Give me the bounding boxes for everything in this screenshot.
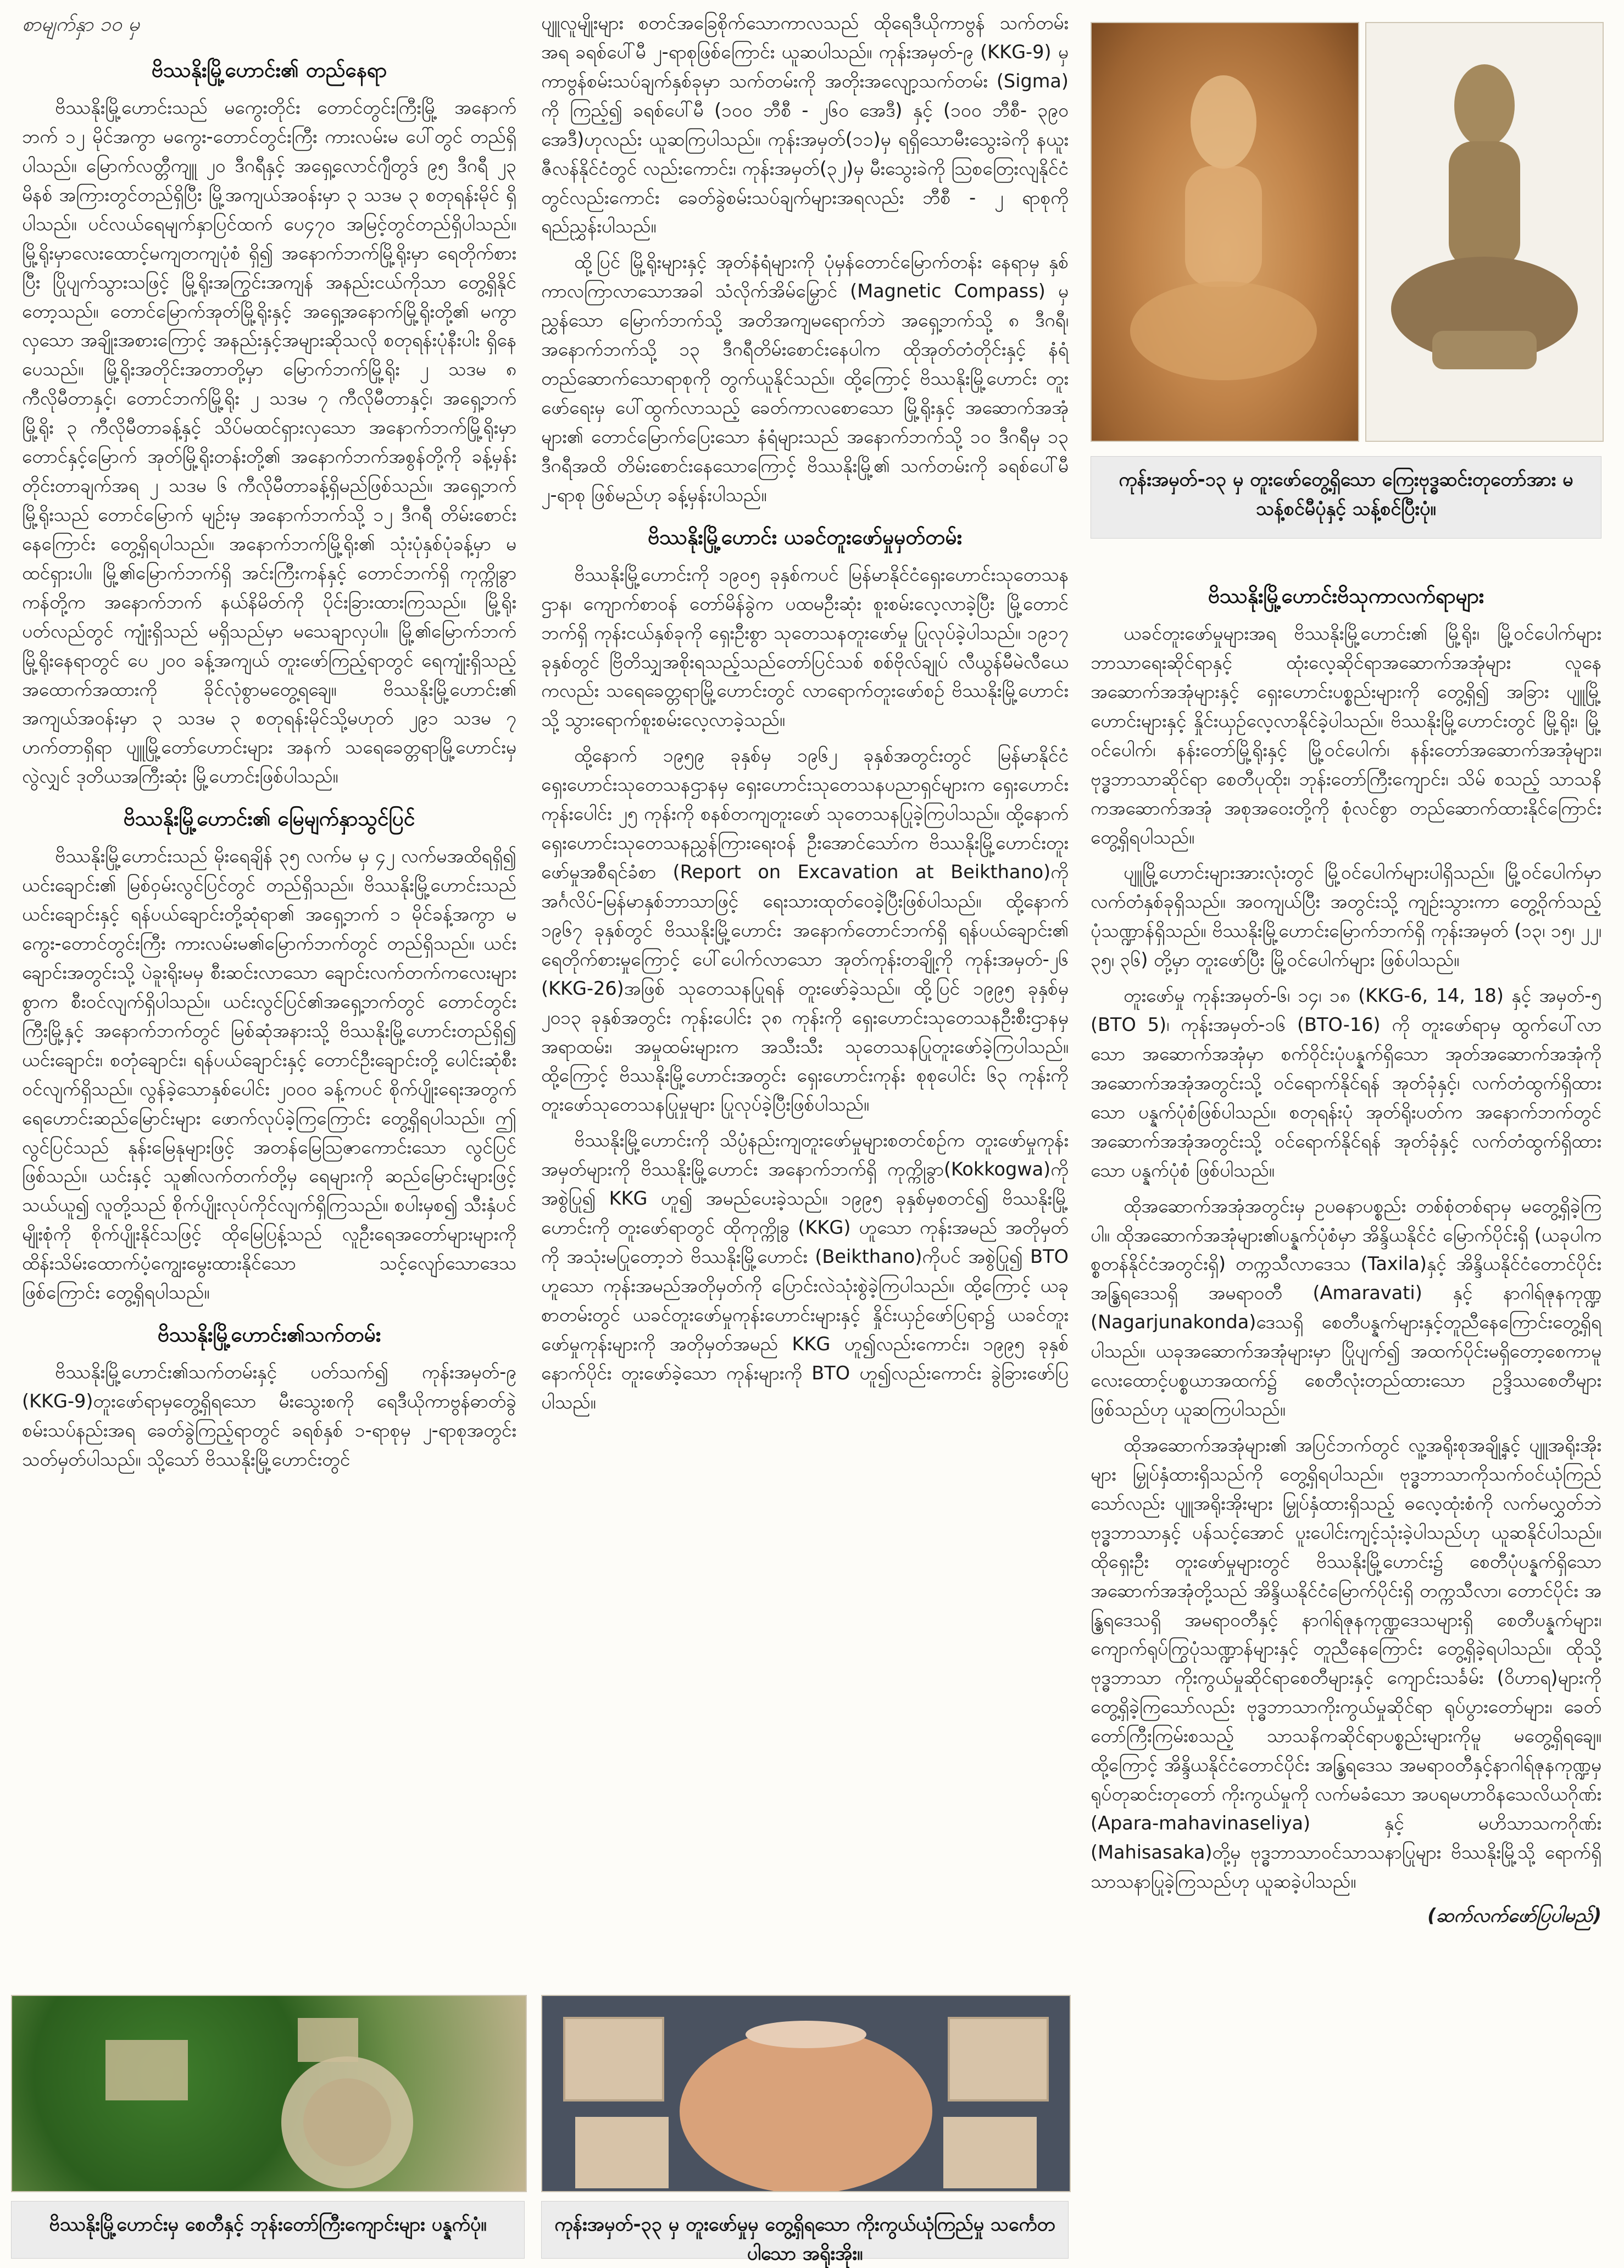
paragraph-age: ဗိဿနိုးမြို့ဟောင်း၏သက်တမ်းနှင့် ပတ်သက်၍ ကုန်းအမှတ်-၉ (KKG-9)တူးဖော်ရာမှတွေ့ရှိရသော မီးသွေးစကို ရေဒီယိုကာဗွန်ဓာတ်ခွဲ စမ်းသပ်နည်းအရ ခေတ်ခွဲကြည့်ရာတွင် ခရစ်နှစ် ၁-ရာစုမှ ၂-ရာစုအတွင်း သတ်မှတ်ပါသည်။ သို့သော် ဗိဿနိုးမြို့ဟောင်းတွင် xyxy=(22,1361,516,1470)
paragraph-architecture-2: ပျူမြို့ဟောင်းများအားလုံးတွင် မြို့ဝင်ပေါက်များပါရှိသည်။ မြို့ဝင်ပေါက်မှာ လက်တံနှစ်ခုရှိသည်။ အဝကျယ်ပြီး အတွင်းသို့ ကျဉ်းသွားကာ တွေ့ဝိုက်သည့်ပုံသဏ္ဍာန်ရှိသည်။ ဗိဿနိုးမြို့ဟောင်းမြောက်ဘက်ရှိ ကုန်းအမှတ် (၁၃၊ ၁၅၊ ၂၂၊ ၃၅၊ ၃၆) တို့မှာ တူးဖော်ပြီး မြို့ဝင်ပေါက်များ ဖြစ်ပါသည်။ xyxy=(1091,862,1601,971)
statue-silhouette-icon xyxy=(1092,23,1358,441)
bronze-buddha-icon xyxy=(1366,23,1603,441)
stupa-aerial-photo xyxy=(11,1995,527,2192)
paragraph-compass: ထို့ပြင် မြို့ရိုးများနှင့် အုတ်နံရံများကို ပုံမှန်တောင်မြောက်တန်း နေရာမှ နှစ်ကာလကြာလာသောအခါ သံလိုက်အိမ်မြှောင် (Magnetic Compass) မှညွှန်သော မြောက်ဘက်သို့ အတိအကျမရောက်ဘဲ အရှေ့ဘက်သို့ ၈ ဒီဂရီ၊ အနောက်ဘက်သို့ ၁၃ ဒီဂရီတိမ်းစောင်းနေပါက ထိုအုတ်တံတိုင်းနှင့် နံရံတည်ဆောက်သောရာစုကို တွက်ယူနိုင်သည်။ ထို့ကြောင့် ဗိဿနိုးမြို့ဟောင်း တူးဖော်ရေးမှ ပေါ်ထွက်လာသည့် ခေတ်ကာလစောသော မြို့ရိုးနှင့် အဆောက်အအုံများ၏ တောင်မြောက်ပြေးသော နံရံများသည် အနောက်ဘက်သို့ ၁၀ ဒီဂရီမှ ၁၃ ဒီဂရီအထိ တိမ်းစောင်းနေသောကြောင့် ဗိဿနိုးမြို့၏ သက်တမ်းကို ခရစ်ပေါ်မီ ၂-ရာစု ဖြစ်မည်ဟု ခန့်မှန်းပါသည်။ xyxy=(541,251,1069,506)
paragraph-architecture-5: ထိုအဆောက်အအုံများ၏ အပြင်ဘက်တွင် လူ့အရိုးစုအချို့နှင့် ပျူအရိုးအိုးများ မြှုပ်နှံထားရှိသည်ကို တွေ့ရှိရပါသည်။ ဗုဒ္ဓဘာသာကိုသက်ဝင်ယုံကြည်သော်လည်း ပျူအရိုးအိုးများ မြှုပ်နှံထားရှိသည့် ဓလေ့ထုံးစံကို လက်မလွှတ်ဘဲ ဗုဒ္ဓဘာသာနှင့် ပန်သင့်အောင် ပူးပေါင်းကျင့်သုံးခဲ့ပါသည်ဟု ယူဆနိုင်ပါသည်။ ထိုရှေးဦး တူးဖော်မှုများတွင် ဗိဿနိုးမြို့ဟောင်း၌ စေတီပုံပန္နက်ရှိသော အဆောက်အအုံတို့သည် အိန္ဒိယနိုင်ငံမြောက်ပိုင်းရှိ တက္ကသီလာ၊ တောင်ပိုင်း အန္ဓြရဒေသရှိ အမရာဝတီနှင့် နာဂါရ်ဇုနကုဏ္ဍဒေသများရှိ စေတီပန္နက်များ၊ ကျောက်ရုပ်ကြွပုံသဏ္ဍာန်များနှင့် တူညီနေကြောင်း တွေ့ရှိခဲ့ရပါသည်။ ထိုသို့ ဗုဒ္ဓဘာသာ ကိုးကွယ်မှုဆိုင်ရာစေတီများနှင့် ကျောင်းသင်္ခမ်း (ဝိဟာရ)များကိုတွေ့ရှိခဲ့ကြသော်လည်း ဗုဒ္ဓဘာသာကိုးကွယ်မှုဆိုင်ရာ ရုပ်ပွားတော်များ၊ ခေတ်တော်ကြီးကြမ်းစသည့် သာသနိကဆိုင်ရာပစ္စည်းများကိုမူ မတွေ့ရှိရချေ။ ထို့ကြောင့် အိန္ဒိယနိုင်ငံတောင်ပိုင်း အန္ဓြရဒေသ အမရာဝတီနှင့်နာဂါရ်ဇုနကုဏ္ဍမှ ရုပ်တုဆင်းတုတော် ကိုးကွယ်မှုကို လက်မခံသော အပရမဟာဝိနသေလိယဂိုဏ်း (Apara-mahavinaseliya) နှင့် မဟိသာသကဂိုဏ်း (Mahisasaka)တို့မှ ဗုဒ္ဓဘာသာဝင်သာသနာပြုများ ဗိဿနိုးမြို့သို့ ရောက်ရှိ သာသနာပြုခဲ့ကြသည်ဟု ယူဆခဲ့ပါသည်။ xyxy=(1091,1434,1601,1892)
stupa-ruins-icon xyxy=(12,1996,526,2191)
burial-urn-photo xyxy=(541,1995,1071,2192)
heading-architecture: ဗိဿနိုးမြို့ဟောင်းဗိသုကာလက်ရာများ xyxy=(1208,584,1484,608)
paragraph-location: ဗိဿနိုးမြို့ဟောင်းသည် မကွေးတိုင်း တောင်တွင်းကြီးမြို့ အနောက်ဘက် ၁၂ မိုင်အကွာ မကွေး-တောင်တွင်းကြီး ကားလမ်းမ ပေါ်တွင် တည်ရှိပါသည်။ မြောက်လတ္တီကျူ ၂၀ ဒီဂရီနှင့် အရှေ့လောင်ဂျီတွဒ် ၉၅ ဒီဂရီ ၂၃ မိနစ် အကြားတွင်တည်ရှိပြီး မြို့အကျယ်အဝန်းမှာ ၃ သဒမ ၃ စတုရန်းမိုင် ရှိပါသည်။ ပင်လယ်ရေမျက်နှာပြင်ထက် ပေ၄၇၀ အမြင့်တွင်တည်ရှိပါသည်။ မြို့ရိုးမှာလေးထောင့်မကျတကျပုံစံ ရှိ၍ အနောက်ဘက်မြို့ရိုးမှာ ရေတိုက်စားပြီး ပြိုပျက်သွားသဖြင့် မြို့ရိုးအကြွင်းအကျန် အနည်းငယ်ကိုသာ တွေ့ရှိနိုင်တော့သည်။ တောင်မြောက်အုတ်မြို့ရိုးနှင့် အရှေ့အနောက်မြို့ရိုးတို့၏ မကွာလှသော အချိုးအစားကြောင့် အနည်းနှင့်အများဆိုသလို စတုရန်းပုံနီးပါး ရှိနေပေသည်။ မြို့ရိုးအတိုင်းအတာတို့မှာ မြောက်ဘက်မြို့ရိုး ၂ သဒမ ၈ ကီလိုမီတာနှင့်၊ တောင်ဘက်မြို့ရိုး ၂ သဒမ ၇ ကီလိုမီတာနှင့်၊ အရှေ့ဘက်မြို့ရိုး ၃ ကီလိုမီတာခန့်နှင့် သိပ်မထင်ရှားလှသော အနောက်ဘက်မြို့ရိုးမှာ တောင်နှင့်မြောက် အုတ်မြို့ရိုးတန်းတို့၏ အနောက်ဘက်အစွန်တို့ကို ခန့်မှန်းတိုင်းတာချက်အရ ၂ သဒမ ၆ ကီလိုမီတာခန့်ရှိမည်ဖြစ်သည်။ အရှေ့ဘက်မြို့ရိုးသည် တောင်မြောက် မျဉ်းမှ အနောက်ဘက်သို့ ၁၂ ဒီဂရီ တိမ်းစောင်းနေကြောင်း တွေ့ရှိရပါသည်။ အနောက်ဘက်မြို့ရိုး၏ သုံးပုံနှစ်ပုံခန့်မှာ မထင်ရှားပါ။ မြို့၏မြောက်ဘက်ရှိ အင်းကြီးကန်နှင့် တောင်ဘက်ရှိ ကုက္ကိုခွာကန်တို့က အနောက်ဘက် နယ်နိမိတ်ကို ပိုင်းခြားထားကြသည်။ မြို့ရိုးပတ်လည်တွင် ကျုံးရှိသည် မရှိသည်မှာ မသေချာလှပါ။ မြို့၏မြောက်ဘက် မြို့ရိုးနေရာတွင် ပေ ၂၀၀ ခန့်အကျယ် တူးဖော်ကြည့်ရာတွင် ရေကျုံးရှိသည့်အထောက်အထားကို ခိုင်လုံစွာမတွေ့ရချေ။ ဗိဿနိုးမြို့ဟောင်း၏ အကျယ်အဝန်းမှာ ၃ သဒမ ၃ စတုရန်းမိုင်သို့မဟုတ် ၂၉၁ သဒမ ၇ ဟက်တာရှိရာ ပျူမြို့တော်ဟောင်းများ အနက် သရေခေတ္တရာမြို့ဟောင်းမှလွဲလျှင် ဒုတိယအကြီးဆုံး မြို့ဟောင်းဖြစ်ပါသည်။ xyxy=(22,97,516,788)
column-1 xyxy=(22,0,516,1481)
paragraph-excavation-2: ထို့နောက် ၁၉၅၉ ခုနှစ်မှ ၁၉၆၂ ခုနှစ်အတွင်းတွင် မြန်မာနိုင်ငံရှေးဟောင်းသုတေသနဌာနမှ ရှေးဟောင်းသုတေသနပညာရှင်များက ရှေးဟောင်းကုန်းပေါင်း ၂၅ ကုန်းကို စနစ်တကျတူးဖော် သုတေသနပြုခဲ့ကြပါသည်။ ထို့နောက် ရှေးဟောင်းသုတေသနညွှန်ကြားရေးဝန် ဦးအောင်သော်က ဗိဿနိုးမြို့ဟောင်းတူးဖော်မှုအစီရင်ခံစာ (Report on Excavation at Beikthano)ကို အင်္ဂလိပ်-မြန်မာနှစ်ဘာသာဖြင့် ရေးသားထုတ်ဝေခဲ့ပြီးဖြစ်ပါသည်။ ထို့နောက် ၁၉၆၇ ခုနှစ်တွင် ဗိဿနိုးမြို့ဟောင်း အနောက်တောင်ဘက်ရှိ ရန်ပယ်ချောင်း၏ ရေတိုက်စားမှုကြောင့် ပေါ်ပေါက်လာသော အုတ်ကုန်းတချို့ကို ကုန်းအမှတ်-၂၆ (KKG-26)အဖြစ် သုတေသနပြုရန် တူးဖော်ခဲ့သည်။ ထို့ပြင် ၁၉၉၅ ခုနှစ်မှ ၂၀၁၃ ခုနှစ်အတွင်း ကုန်းပေါင်း ၃၈ ကုန်းကို ရှေးဟောင်းသုတေသနဦးစီးဌာနမှ အရာထမ်း၊ အမှုထမ်းများက အသီးသီး သုတေသနပြုတူးဖော်ခဲ့ကြပါသည်။ ထို့ကြောင့် ဗိဿနိုးမြို့ဟောင်းအတွင်း ရှေးဟောင်းကုန်း စုစုပေါင်း ၆၃ ကုန်းကို တူးဖော်သုတေသနပြုမှုများ ပြုလုပ်ခဲ့ပြီးဖြစ်ပါသည်။ xyxy=(541,745,1069,1116)
heading-location: ဗိဿနိုးမြို့ဟောင်း၏ တည်နေရာ xyxy=(151,58,387,82)
heading-landscape: ဗိဿနိုးမြို့ဟောင်း၏ မြေမျက်နှာသွင်ပြင် xyxy=(123,807,415,831)
paragraph-architecture-1: ယခင်တူးဖော်မှုများအရ ဗိဿနိုးမြို့ဟောင်း၏ မြို့ရိုး၊ မြို့ဝင်ပေါက်များ ဘာသာရေးဆိုင်ရာနှင့် ထုံးလေ့ဆိုင်ရာအဆောက်အအုံများ လူနေအဆောက်အအုံများနှင့် ရှေးဟောင်းပစ္စည်းများကို တွေ့ရှိ၍ အခြား ပျူမြို့ဟောင်းများနှင့် နှိုင်းယှဉ်လေ့လာနိုင်ခဲ့ပါသည်။ ဗိဿနိုးမြို့ဟောင်းတွင် မြို့ရိုး၊ မြို့ဝင်ပေါက်၊ နန်းတော်မြို့ရိုးနှင့် မြို့ဝင်ပေါက်၊ နန်းတော်အဆောက်အအုံများ၊ ဗုဒ္ဓဘာသာဆိုင်ရာ စေတီပုထိုး၊ ဘုန်းတော်ကြီးကျောင်း၊ သိမ် စသည့် သာသနိကအဆောက်အအုံ အစုအဝေးတို့ကို စုံလင်စွာ တည်ဆောက်ထားနိုင်ကြောင်း တွေ့ရှိရပါသည်။ xyxy=(1091,623,1601,848)
paragraph-excavation-1: ဗိဿနိုးမြို့ဟောင်းကို ၁၉၀၅ ခုနှစ်ကပင် မြန်မာနိုင်ငံရှေးဟောင်းသုတေသနဌာန၊ ကျောက်စာဝန် တော်မိန်ခွဲက ပထမဦးဆုံး စူးစမ်းလေ့လာခဲ့ပြီး မြို့တောင်ဘက်ရှိ ကုန်းငယ်နှစ်ခုကို ရှေးဦးစွာ သုတေသနတူးဖော်မှု ပြုလုပ်ခဲ့ပါသည်။ ၁၉၁၇ ခုနှစ်တွင် ဗြိတိသျှအစိုးရသည့်သည်တော်ပြင်သစ် စစ်ဗိုလ်ချုပ် လီယွန်မီမဲလီယေကလည်း သရေခေတ္တရာမြို့ဟောင်းတွင် လာရောက်တူးဖော်စဉ် ဗိဿနိုးမြို့ဟောင်းသို့ သွားရောက်စူးစမ်းလေ့လာခဲ့သည်။ xyxy=(541,563,1069,731)
column-2 xyxy=(541,0,1069,1424)
continuation-label: စာမျက်နှာ ၁၀ မှ xyxy=(22,13,140,36)
paragraph-architecture-3: တူးဖော်မှု ကုန်းအမှတ်-၆၊ ၁၄၊ ၁၈ (KKG-6, 14, 18) နှင့် အမှတ်-၅ (BTO 5)၊ ကုန်းအမှတ်-၁၆ (BTO-16) ကို တူးဖော်ရာမှ ထွက်ပေါ်လာသော အဆောက်အအုံမှာ စက်ဝိုင်းပုံပန္နက်ရှိသော အုတ်အဆောက်အအုံကို အဆောက်အအုံအတွင်းသို့ ဝင်ရောက်နိုင်ရန် အုတ်ခုံနှင့်၊ လက်တံထွက်ရှိထားသော ပန္နက်ပုံစံဖြစ်ပါသည်။ စတုရန်းပုံ အုတ်ရိုးပတ်က အနောက်ဘက်တွင် အဆောက်အအုံအတွင်းသို့ ဝင်ရောက်နိုင်ရန် အုတ်ခုံနှင့် လက်တံထွက်ရှိထားသော ပန္နက်ပုံစံ ဖြစ်ပါသည်။ xyxy=(1091,985,1601,1181)
paragraph-age-continued: ပျူလူမျိုးများ စတင်အခြေစိုက်သောကာလသည် ထိုရေဒီယိုကာဗွန် သက်တမ်းအရ ခရစ်ပေါ်မီ ၂-ရာစုဖြစ်ကြောင်း ယူဆပါသည်။ ကုန်းအမှတ်-၉ (KKG-9) မှ ကာဗွန်စမ်းသပ်ချက်နှစ်ခုမှာ သက်တမ်းကို အတိုးအလျော့သက်တမ်း (Sigma) ကို ကြည့်၍ ခရစ်ပေါ်မီ (၁၀၀ ဘီစီ - ၂၆၀ အေဒီ) နှင့် (၁၀၀ ဘီစီ- ၃၉၀ အေဒီ)ဟုလည်း ယူဆကြပါသည်။ ကုန်းအမှတ်(၁၁)မှ ရရှိသောမီးသွေးခဲကို နယူးဇီလန်နိုင်ငံတွင် လည်းကောင်း၊ ကုန်းအမှတ်(၃၂)မှ မီးသွေးခဲကို ဩစတြေးလျနိုင်ငံတွင်လည်းကောင်း ခေတ်ခွဲစမ်းသပ်ချက်များအရလည်း ဘီစီ - ၂ ရာစုကို ရည်ညွှန်းပါသည်။ xyxy=(541,12,1069,237)
paragraph-architecture-4: ထိုအဆောက်အအုံအတွင်းမှ ဥပဓနာပစ္စည်း တစ်စုံတစ်ရာမှ မတွေ့ရှိခဲ့ကြပါ။ ထိုအဆောက်အအုံများ၏ပန္နက်ပုံစံမှာ အိန္ဒိယနိုင်ငံ မြောက်ပိုင်းရှိ (ယခုပါကစ္စတန်နိုင်ငံအတွင်းရှိ) တက္ကသီလာဒေသ (Taxila)နှင့် အိန္ဒိယနိုင်ငံတောင်ပိုင်း အန္ဓြရဒေသရှိ အမရာဝတီ (Amaravati) နှင့် နာဂါရ်ဇုနကုဏ္ဍ (Nagarjunakonda)ဒေသရှိ စေတီပန္နက်များနှင့်တူညီနေကြောင်းတွေ့ရှိရပါသည်။ ယခုအဆောက်အအုံများမှာ ပြိုပျက်၍ အထက်ပိုင်းမရှိတော့စေကာမူ လေးထောင့်ပစ္စယာအထက်၌ စေတီလုံးတည်ထားသော ဥဒ္ဒိဿစေတီများဖြစ်သည်ဟု ယူဆကြပါသည်။ xyxy=(1091,1195,1601,1421)
caption-buddha-photos: ကုန်းအမှတ်-၁၃ မှ တူးဖော်တွေ့ရှိသော ကြေးဗုဒ္ဓဆင်းတုတော်အား မသန့်စင်မီပုံနှင့် သန့်စင်ပြီးပုံ။ xyxy=(1091,456,1601,539)
to-be-continued-note: (ဆက်လက်ဖော်ပြပါမည်) xyxy=(1427,1904,1601,1927)
heading-excavation-history: ဗိဿနိုးမြို့ဟောင်း ယခင်တူးဖော်မှုမှတ်တမ်း xyxy=(648,525,962,549)
paragraph-landscape: ဗိဿနိုးမြို့ဟောင်းသည် မိုးရေချိန် ၃၅ လက်မ မှ ၄၂ လက်မအထိရရှိ၍ ယင်းချောင်း၏ မြစ်ဝှမ်းလွင်ပြင်တွင် တည်ရှိသည်။ ဗိဿနိုးမြို့ဟောင်းသည် ယင်းချောင်းနှင့် ရန်ပယ်ချောင်းတို့ဆုံရာ၏ အရှေ့ဘက် ၁ မိုင်ခန့်အကွာ မကွေး-တောင်တွင်းကြီး ကားလမ်းမ၏မြောက်ဘက်တွင် တည်ရှိသည်။ ယင်းချောင်းအတွင်းသို့ ပဲခူးရိုးမမှ စီးဆင်းလာသော ချောင်းလက်တက်ကလေးများစွာက စီးဝင်လျက်ရှိပါသည်။ ယင်းလွင်ပြင်၏အရှေ့ဘက်တွင် တောင်တွင်းကြီးမြို့နှင့် အနောက်ဘက်တွင် မြစ်ဆုံအနားသို့ ဗိဿနိုးမြို့ဟောင်းတည်ရှိ၍ ယင်းချောင်း၊ စတုံချောင်း၊ ရန်ပယ်ချောင်းနှင့် တောင်ဦးချောင်းတို့ ပေါင်းဆုံစီးဝင်လျက်ရှိသည်။ လွန်ခဲ့သောနှစ်ပေါင်း ၂၀၀၀ ခန့်ကပင် စိုက်ပျိုးရေးအတွက် ရေဟောင်းဆည်မြောင်းများ ဖောက်လုပ်ခဲ့ကြကြောင်း တွေ့ရှိရပါသည်။ ဤလွင်ပြင်သည် နုန်းမြေနုများဖြင့် အတန်မြေသြဇာကောင်းသော လွင်ပြင်ဖြစ်သည်။ ယင်းနှင့် သူ၏လက်တက်တို့မှ ရေများကို ဆည်မြောင်းများဖြင့်သယ်ယူ၍ လူတို့သည် စိုက်ပျိုးလုပ်ကိုင်လျက်ရှိကြသည်။ စပါးမှစ၍ သီးနှံပင်မျိုးစုံကို စိုက်ပျိုးနိုင်သဖြင့် ထိုမြေပြန့်သည် လူဦးရေအတော်များများကို ထိန်းသိမ်းထောက်ပံ့ကျွေးမွေးထားနိုင်သော သင့်လျော်သောဒေသဖြစ်ကြောင်း တွေ့ရှိရပါသည်။ xyxy=(22,845,516,1304)
heading-age: ဗိဿနိုးမြို့ဟောင်း၏သက်တမ်း xyxy=(157,1323,381,1347)
urn-and-tiles-icon xyxy=(542,1996,1070,2191)
caption-burial-urn: ကုန်းအမှတ်-၃၃ မှ တူးဖော်မှုမှ တွေ့ရှိရသော ကိုးကွယ်ယုံကြည်မှု သင်္ကေတပါသော အရိုးအိုး။ xyxy=(541,2201,1069,2259)
caption-stupa-plan: ဗိဿနိုးမြို့ဟောင်းမှ စေတီနှင့် ဘုန်းတော်ကြီးကျောင်းများ ပန္နက်ပုံ။ xyxy=(11,2201,525,2259)
paragraph-excavation-3: ဗိဿနိုးမြို့ဟောင်းကို သိပ္ပံနည်းကျတူးဖော်မှုများစတင်စဉ်က တူးဖော်မှုကုန်းအမှတ်များကို ဗိဿနိုးမြို့ဟောင်း အနောက်ဘက်ရှိ ကုက္ကိုခွာ(Kokkogwa)ကို အစွဲပြု၍ KKG ဟူ၍ အမည်ပေးခဲ့သည်။ ၁၉၉၅ ခုနှစ်မှစတင်၍ ဗိဿနိုးမြို့ဟောင်းကို တူးဖော်ရာတွင် ထိုကုက္ကိုခွ (KKG) ဟူသော ကုန်းအမည် အတိုမှတ်ကို အသုံးမပြုတော့ဘဲ ဗိဿနိုးမြို့ဟောင်း (Beikthano)ကိုပင် အစွဲပြု၍ BTO ဟူသော ကုန်းအမည်အတိုမှတ်ကို ပြောင်းလဲသုံးစွဲခဲ့ကြပါသည်။ ထို့ကြောင့် ယခုစာတမ်းတွင် ယခင်တူးဖော်မှုကုန်းဟောင်းများနှင့် နှိုင်းယှဉ်ဖော်ပြရာ၌ ယခင်တူးဖော်မှုကုန်းများကို အတိုမှတ်အမည် KKG ဟူ၍လည်းကောင်း၊ ၁၉၉၅ ခုနှစ်နောက်ပိုင်း တူးဖော်ခဲ့သော ကုန်းများကို BTO ဟူ၍လည်းကောင်း ခွဲခြားဖော်ပြပါသည်။ xyxy=(541,1129,1069,1413)
buddha-after-cleaning-photo xyxy=(1365,22,1604,442)
buddha-before-cleaning-photo xyxy=(1091,22,1359,442)
